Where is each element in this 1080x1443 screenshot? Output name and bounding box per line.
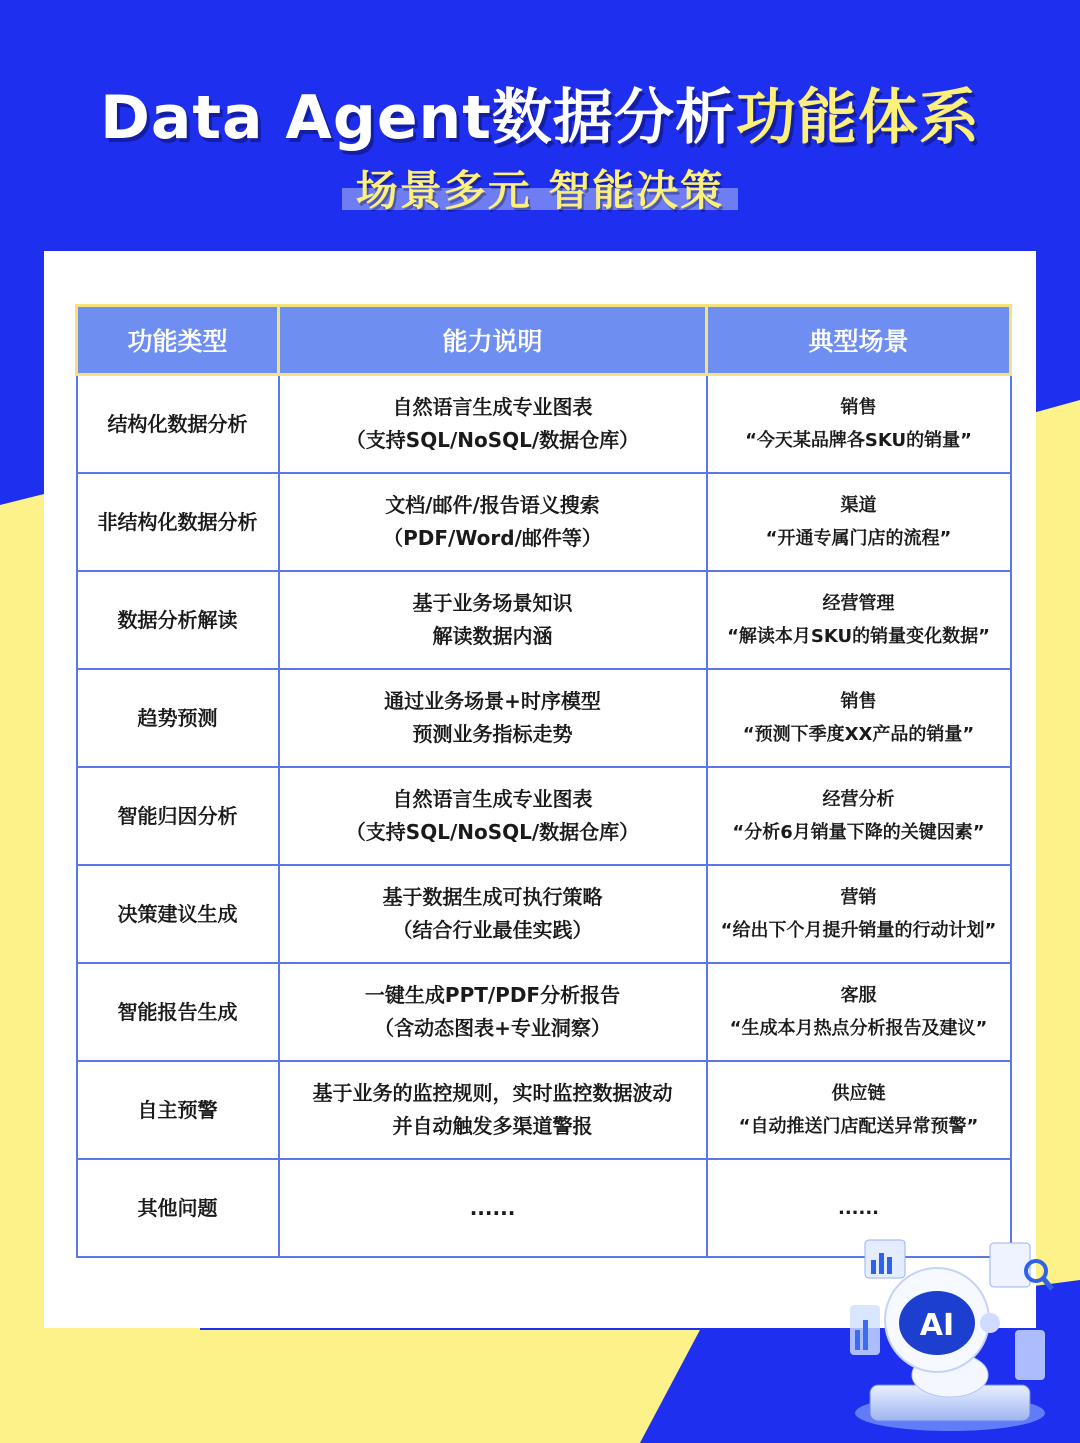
cell-scene <box>707 669 1011 767</box>
desc-line: （PDF/Word/邮件等） <box>383 526 602 550</box>
desc-line: 并自动触发多渠道警报 <box>392 1114 593 1138</box>
cell-desc <box>279 375 707 474</box>
cell-scene <box>707 473 1011 571</box>
page-title <box>0 70 1080 156</box>
desc-line: 基于业务的监控规则，实时监控数据波动 <box>312 1081 673 1105</box>
header-desc: 能力说明 <box>279 306 707 375</box>
title-part-1: Data Agent数据分析 <box>100 83 736 153</box>
scene-line: 销售 <box>840 691 877 712</box>
subtitle: 场景多元 智能决策 <box>355 166 725 215</box>
desc-line: （支持SQL/NoSQL/数据仓库） <box>345 428 640 452</box>
cell-desc <box>279 963 707 1061</box>
cell-desc <box>279 1061 707 1159</box>
cell-scene <box>707 1061 1011 1159</box>
desc-line: 文档/邮件/报告语义搜索 <box>385 493 600 517</box>
scene-line: 渠道 <box>840 495 877 516</box>
table-row <box>77 669 1011 767</box>
cell-scene <box>707 865 1011 963</box>
scene-line: “自动推送门店配送异常预警” <box>738 1116 979 1137</box>
cell-desc <box>279 669 707 767</box>
table-row <box>77 571 1011 669</box>
table-row <box>77 865 1011 963</box>
cell-scene <box>707 963 1011 1061</box>
cell-desc <box>279 767 707 865</box>
subtitle-container <box>0 158 1080 218</box>
cell-desc <box>279 1159 707 1257</box>
scene-line: 供应链 <box>831 1083 886 1104</box>
cell-desc <box>279 571 707 669</box>
header-scene: 典型场景 <box>707 306 1011 375</box>
desc-line: 通过业务场景+时序模型 <box>384 689 601 713</box>
table-row <box>77 473 1011 571</box>
table-row <box>77 767 1011 865</box>
cell-type: 数据分析解读 <box>77 571 279 669</box>
cell-desc <box>279 865 707 963</box>
scene-line: 销售 <box>840 397 877 418</box>
cell-type: 智能报告生成 <box>77 963 279 1061</box>
desc-line: 自然语言生成专业图表 <box>392 395 593 419</box>
feature-table <box>75 304 1012 1258</box>
table-header-row <box>77 306 1011 375</box>
desc-line: （含动态图表+专业洞察） <box>374 1016 611 1040</box>
scene-line: “生成本月热点分析报告及建议” <box>729 1018 988 1039</box>
scene-line: 经营管理 <box>822 593 895 614</box>
scene-line: “解读本月SKU的销量变化数据” <box>727 626 990 647</box>
cell-scene <box>707 767 1011 865</box>
table-row <box>77 1061 1011 1159</box>
cell-type: 非结构化数据分析 <box>77 473 279 571</box>
cell-type: 结构化数据分析 <box>77 375 279 474</box>
scene-line: “分析6月销量下降的关键因素” <box>732 822 985 843</box>
header-type: 功能类型 <box>77 306 279 375</box>
scene-line: “给出下个月提升销量的行动计划” <box>720 920 997 941</box>
cell-desc <box>279 473 707 571</box>
desc-line: 基于业务场景知识 <box>412 591 573 615</box>
content-card <box>44 251 1036 1328</box>
scene-line: ...... <box>837 1197 880 1219</box>
cell-type: 决策建议生成 <box>77 865 279 963</box>
cell-type: 自主预警 <box>77 1061 279 1159</box>
desc-line: 基于数据生成可执行策略 <box>382 885 603 909</box>
cell-scene <box>707 375 1011 474</box>
desc-line: （支持SQL/NoSQL/数据仓库） <box>345 820 640 844</box>
desc-line: 解读数据内涵 <box>432 624 553 648</box>
scene-line: “开通专属门店的流程” <box>765 528 952 549</box>
scene-line: 营销 <box>840 887 877 908</box>
title-part-2: 功能体系 <box>735 83 980 153</box>
cell-type: 趋势预测 <box>77 669 279 767</box>
scene-line: “今天某品牌各SKU的销量” <box>745 430 972 451</box>
desc-line: 自然语言生成专业图表 <box>392 787 593 811</box>
cell-type: 其他问题 <box>77 1159 279 1257</box>
desc-line: （结合行业最佳实践） <box>392 918 593 942</box>
cell-type: 智能归因分析 <box>77 767 279 865</box>
table-row <box>77 375 1011 474</box>
ai-robot-illustration <box>840 1235 1070 1435</box>
cell-scene <box>707 571 1011 669</box>
table-body <box>77 375 1011 1258</box>
desc-line: ...... <box>469 1195 516 1220</box>
scene-line: “预测下季度XX产品的销量” <box>742 724 975 745</box>
ai-badge: AI <box>919 1308 955 1343</box>
desc-line: 一键生成PPT/PDF分析报告 <box>364 983 621 1007</box>
table-row <box>77 963 1011 1061</box>
scene-line: 经营分析 <box>822 789 895 810</box>
desc-line: 预测业务指标走势 <box>412 722 573 746</box>
scene-line: 客服 <box>840 985 877 1006</box>
